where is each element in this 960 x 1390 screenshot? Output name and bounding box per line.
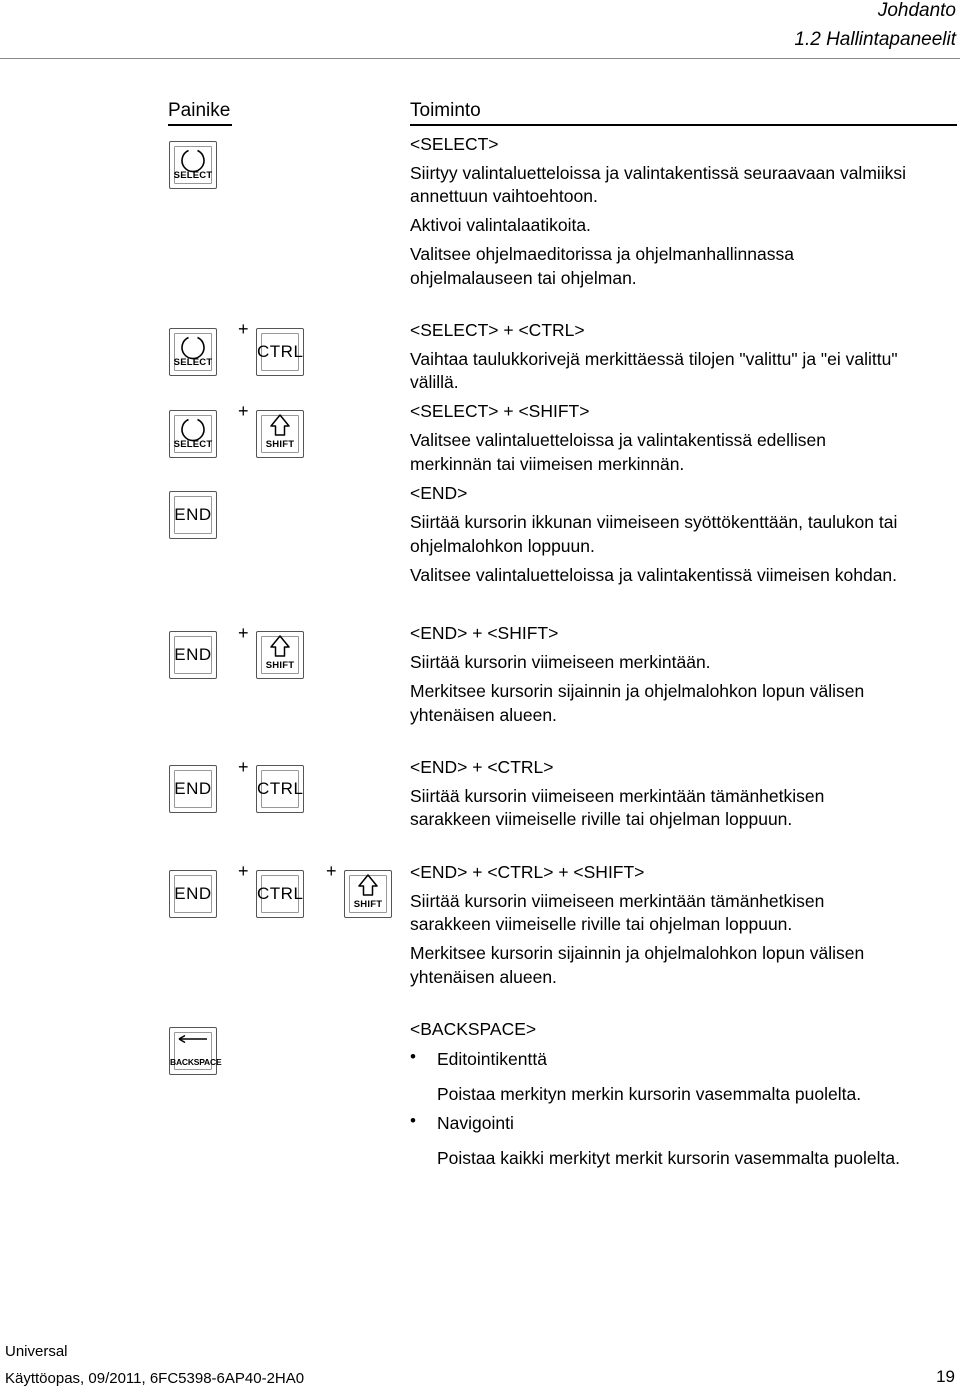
row-select-shift-line: Valitsee valintaluetteloissa ja valintakentissä edellisen [410, 430, 827, 450]
end-key-label: END [174, 779, 212, 798]
column-rule-function [410, 124, 957, 126]
row-select-title: <SELECT> [410, 134, 499, 154]
footer-product: Universal [5, 1343, 68, 1360]
select-key-icon [169, 328, 217, 376]
row-select-line: Siirtyy valintaluetteloissa ja valintakentissä seuraavaan valmiiksi [410, 163, 907, 183]
select-key-label: SELECT [173, 439, 213, 450]
row-end-ctrl-line: Siirtää kursorin viimeiseen merkintään tämänhetkisen [410, 786, 825, 806]
row-end-shift-line: Siirtää kursorin viimeiseen merkintään. [410, 652, 711, 672]
row-end-shift-line: yhtenäisen alueen. [410, 705, 557, 725]
row-select-shift-line: merkinnän tai viimeisen merkinnän. [410, 454, 685, 474]
plus-sign: + [238, 757, 249, 777]
ctrl-key-icon [256, 870, 304, 918]
shift-key-label: SHIFT [353, 899, 383, 910]
select-key-icon [169, 141, 217, 189]
select-circle-icon [169, 328, 217, 376]
plus-sign: + [238, 861, 249, 881]
shift-key-label: SHIFT [265, 439, 295, 450]
bullet: • [410, 1047, 416, 1066]
row-end-line: ohjelmalohkon loppuun. [410, 536, 595, 556]
row-end-ctrl-shift-title: <END> + <CTRL> + <SHIFT> [410, 862, 645, 882]
shift-arrow-icon [344, 870, 392, 918]
end-key-icon [169, 870, 217, 918]
ctrl-key-label: CTRL [257, 779, 304, 798]
header-rule [0, 58, 960, 59]
row-select-ctrl-line: Vaihtaa taulukkorivejä merkittäessä tilojen "valittu" ja "ei valittu" [410, 349, 898, 369]
row-end-ctrl-line: sarakkeen viimeiselle riville tai ohjelman loppuun. [410, 809, 793, 829]
row-end-shift-line: Merkitsee kursorin sijainnin ja ohjelmalohkon lopun välisen [410, 681, 865, 701]
ctrl-key-icon [256, 328, 304, 376]
ctrl-key-label: CTRL [257, 884, 304, 903]
select-key-label: SELECT [173, 357, 213, 368]
row-end-ctrl-shift-line: Siirtää kursorin viimeiseen merkintään tämänhetkisen [410, 891, 825, 911]
row-select-ctrl-line: välillä. [410, 372, 459, 392]
row-select-ctrl-title: <SELECT> + <CTRL> [410, 320, 585, 340]
row-select-line: Valitsee ohjelmaeditorissa ja ohjelmanhallinnassa [410, 244, 794, 264]
row-end-ctrl-title: <END> + <CTRL> [410, 757, 554, 777]
backspace-key-icon [169, 1027, 222, 1075]
shift-key-icon [344, 870, 392, 918]
shift-arrow-icon [256, 410, 304, 458]
column-header-key: Painike [168, 100, 231, 121]
left-arrow-icon [169, 1027, 222, 1075]
row-end-ctrl-shift-line: Merkitsee kursorin sijainnin ja ohjelmalohkon lopun välisen [410, 943, 865, 963]
select-circle-icon [169, 141, 217, 189]
section-title: 1.2 Hallintapaneelit [794, 29, 956, 50]
row-end-ctrl-shift-line: yhtenäisen alueen. [410, 967, 557, 987]
bullet: • [410, 1111, 416, 1130]
backspace-item-text: Poistaa kaikki merkityt merkit kursorin vasemmalta puolelta. [437, 1148, 900, 1168]
end-key-label: END [174, 645, 212, 664]
column-header-function: Toiminto [410, 100, 481, 121]
page-number: 19 [936, 1367, 955, 1386]
backspace-item-label: Editointikenttä [437, 1049, 547, 1069]
plus-sign: + [238, 623, 249, 643]
column-rule-key [168, 124, 232, 126]
shift-arrow-icon [256, 631, 304, 679]
row-select-line: ohjelmalauseen tai ohjelman. [410, 268, 637, 288]
row-select-line: annettuun vaihtoehtoon. [410, 186, 598, 206]
row-end-ctrl-shift-line: sarakkeen viimeiselle riville tai ohjelman loppuun. [410, 914, 793, 934]
row-select-shift-title: <SELECT> + <SHIFT> [410, 401, 590, 421]
end-key-icon [169, 765, 217, 813]
row-end-shift-title: <END> + <SHIFT> [410, 623, 559, 643]
end-key-label: END [174, 884, 212, 903]
shift-key-label: SHIFT [265, 660, 295, 671]
ctrl-key-label: CTRL [257, 342, 304, 361]
end-key-icon [169, 631, 217, 679]
backspace-item-text: Poistaa merkityn merkin kursorin vasemmalta puolelta. [437, 1084, 862, 1104]
end-key-label: END [174, 505, 212, 524]
end-key-icon [169, 491, 217, 539]
backspace-item-label: Navigointi [437, 1113, 514, 1133]
plus-sign: + [326, 861, 337, 881]
plus-sign: + [238, 401, 249, 421]
chapter-title: Johdanto [877, 0, 956, 21]
backspace-key-label: BACKSPACE [170, 1057, 222, 1067]
shift-key-icon [256, 410, 304, 458]
select-key-label: SELECT [173, 170, 213, 181]
row-end-title: <END> [410, 483, 468, 503]
ctrl-key-icon [256, 765, 304, 813]
row-select-line: Aktivoi valintalaatikoita. [410, 215, 591, 235]
plus-sign: + [238, 319, 249, 339]
footer-doc-id: Käyttöopas, 09/2011, 6FC5398-6AP40-2HA0 [5, 1370, 305, 1387]
select-circle-icon [169, 410, 217, 458]
select-key-icon [169, 410, 217, 458]
row-end-line: Valitsee valintaluetteloissa ja valintakentissä viimeisen kohdan. [410, 565, 898, 585]
row-end-line: Siirtää kursorin ikkunan viimeiseen syöttökenttään, taulukon tai [410, 512, 898, 532]
row-backspace-title: <BACKSPACE> [410, 1019, 537, 1039]
shift-key-icon [256, 631, 304, 679]
